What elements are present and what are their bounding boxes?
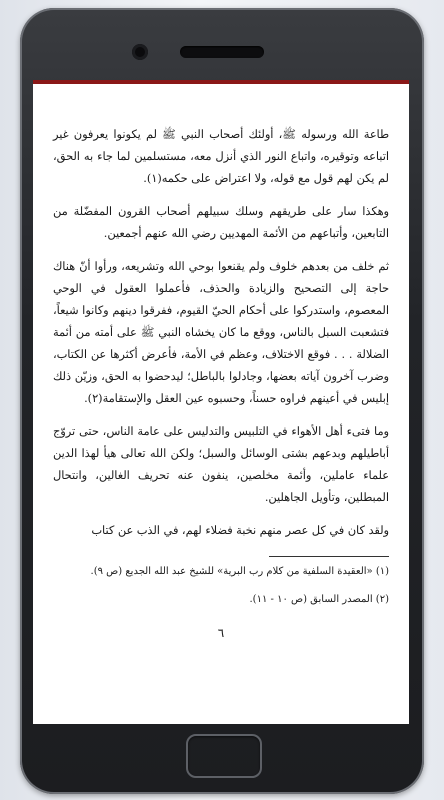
reader-screen[interactable] [33,80,409,724]
paragraph-5: ولقد كان في كل عصر منهم نخبة فضلاء لهم، في الذب عن كتاب [91,524,389,537]
phone-frame [20,8,424,794]
page-number: ٦ [217,626,225,640]
footnote-1: (١) «العقيدة السلفية من كلام رب البرية» للشيخ عبد الله الجديع (ص ٩). [90,566,389,577]
paragraph-4: وما فتىء أهل الأهواء في التلبيس والتدليس على عامة الناس، حتى تروّج أباطيلهم وبدعهم بشتى الوسائل والسبل؛ ولكن الله تعالى هيأ لهذا الدين علماء عاملين، وأئمة مخلصين، ينفون عنه تحريف الغالين، وانتحال المبطلين، وتأويل الجاهلين. [53,425,389,504]
front-camera-icon [132,44,148,60]
book-page [33,84,409,724]
paragraph-3: ثم خلف من بعدهم خلوف ولم يقنعوا بوحي الله وتشريعه، ورأوا أنّ هناك حاجة إلى التصحيح والزيادة والحذف، فأعملوا العقول في الوحي المعصوم، واستدركوا على أحكام الحيّ القيوم، ففرقوا دينهم وكانوا شيعاً، فتشعبت السبل بالناس، ووقع ما كان يخشاه النبي ﷺ على أمته من أئمة الضلالة . . . فوقع الاختلاف، وعظم في الأمة، فأعرض أكثرها عن الكتاب، وضرب آخرون آياته بعضها، وجادلوا بالباطل؛ ليدحضوا به الحق، وزيّن ذلك إبليس في أعينهم فراوه حسناً، وحسبوه عين العقل والإستقامة(٢). [53,260,389,405]
home-button[interactable] [186,734,262,778]
paragraph-2: وهكذا سار على طريقهم وسلك سبيلهم أصحاب القرون المفضّلة من التابعين، وأتباعهم من الأئمة المهديين رضي الله عنهم أجمعين. [53,205,389,240]
footnote-2: (٢) المصدر السابق (ص ١٠ - ١١). [249,594,389,605]
paragraph-1: طاعة الله ورسوله ﷺ، أولئك أصحاب النبي ﷺ لم يكونوا يعرفون غير اتباعه وتوقيره، واتباع النور الذي أنزل معه، مستسلمين لما جاء به الحق، لم يكن لهم قول مع قوله، ولا اعتراض على حكمه(١). [53,128,389,185]
footnote-divider [269,556,389,557]
earpiece-speaker [180,46,264,58]
